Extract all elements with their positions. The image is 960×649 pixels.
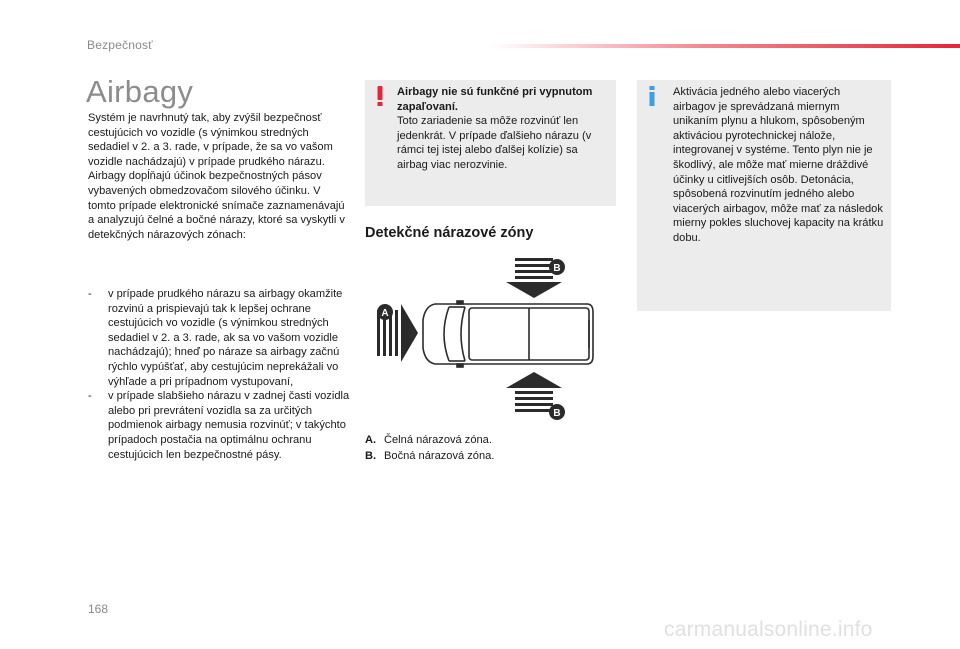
legend-item — [365, 448, 616, 464]
impact-zones-diagram — [365, 250, 616, 428]
badge-b-top — [549, 259, 565, 275]
page-title: Airbagy — [86, 74, 194, 109]
zones-legend — [365, 432, 616, 464]
bullet-dash: - — [88, 390, 92, 403]
list-item — [88, 287, 350, 389]
legend-key: A. — [365, 434, 377, 446]
bullet-dash: - — [88, 288, 92, 300]
badge-label: A — [381, 308, 389, 319]
warning-body: Toto zariadenie sa môže rozvinúť len jedenkrát. V prípade ďalšieho nárazu (v rámci tej istej alebo ďalšej kolízie) sa airbag viac nerozvinie. — [397, 115, 592, 171]
legend-label: Čelná nárazová zóna. — [384, 434, 492, 446]
list-item — [88, 389, 350, 462]
page-number: 168 — [88, 602, 109, 616]
vehicle-top-view — [423, 301, 593, 367]
legend-key: B. — [365, 450, 377, 462]
badge-b-bottom — [549, 404, 565, 420]
bullet-text: v prípade prudkého nárazu sa airbagy okamžite rozvinú a prispievajú tak k lepšej ochrane cestujúcich vo vozidle (s výnimkou stredných sedadiel v 2. a 3. rade, ak sa vo vašom vozidle nachádzajú); hneď po náraze sa airbagy začnú rýchlo vypúšťať, aby cestujúcim neprekážali vo výhľade a pri prípadnom vystupovaní, — [108, 288, 343, 388]
intro-paragraph: Systém je navrhnutý tak, aby zvýšil bezpečnosť cestujúcich vo vozidle (s výnimkou stredných sedadiel v 2. a 3. rade, v prípade, že sa vo vašom vozidle nachádzajú) v prípade prudkého nárazu. Airbagy dopĺňajú účinok bezpečnostných pásov vybavených obmedzovačom silového účinku. V tomto prípade elektronické snímače zaznamenávajú a analyzujú čelné a bočné nárazy, ktoré sa vyskytli v detekčných nárazových zónach: — [88, 112, 345, 241]
bullet-text: v prípade slabšieho nárazu v zadnej časti vozidla alebo pri prevrátení vozidla sa za určitých podmienok airbagy nemusia rozvinúť; v takýchto prípadoch postačia na optimálnu ochranu cestujúcich len bezpečnostné pásy. — [108, 390, 350, 461]
warning-text — [397, 85, 611, 173]
header-accent-bar — [490, 44, 960, 48]
badge-label: B — [553, 408, 561, 419]
watermark: carmanualsonline.info — [664, 618, 873, 641]
badge-label: B — [553, 263, 561, 274]
zones-heading: Detekčné nárazové zóny — [365, 225, 534, 241]
legend-item — [365, 432, 616, 448]
info-text: Aktivácia jedného alebo viacerých airbagov je sprevádzaná miernym unikaním plynu a hlukom, spôsobeným aktiváciou pyrotechnickej nálože, integrovanej v systéme. Tento plyn nie je škodlivý, ale môže mať mierne dráždivé účinky u citlivejších osôb. Detonácia, spôsobená rozvinutím jedného alebo viacerých airbagov, môže mať za následok mierny pokles sluchovej kapacity na krátku dobu. — [673, 86, 884, 244]
section-label: Bezpečnosť — [87, 38, 153, 52]
warning-bold: Airbagy nie sú funkčné pri vypnutom zapaľovaní. — [397, 86, 593, 113]
impact-bullet-list — [88, 287, 350, 462]
info-icon — [646, 85, 658, 107]
exclamation-warning-icon — [373, 85, 387, 107]
badge-a — [377, 304, 393, 320]
legend-label: Bočná nárazová zóna. — [384, 450, 495, 462]
